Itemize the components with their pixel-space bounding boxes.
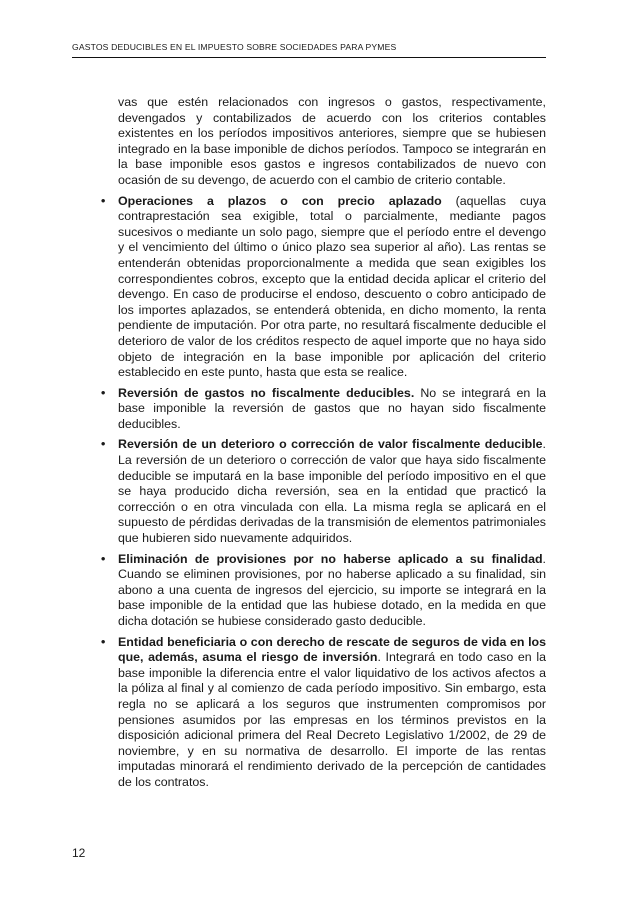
item-text: . Integrará en todo caso en la base imponible la diferencia entre el valor liquidativo de los activos afectos a la póliza al final y al comienzo de cada período impositivo. Sin embargo, esta regla no se aplicará a los seguros que instrumenten compromisos por pensiones asumidos por las empresas en los términos previstos en la disposición adicional primera del Real Decreto Legislativo 1/2002, de 29 de noviembre, y en su normativa de desarrollo. El importe de las rentas imputadas minorará el rendimiento derivado de la percepción de cantidades de los contratos. xyxy=(118,650,547,789)
bullet-icon: • xyxy=(101,551,106,566)
bullet-icon: • xyxy=(101,437,106,452)
list-item xyxy=(100,437,546,546)
item-text: No se integrará en la base imponible la reversión de gastos que no hayan sido fiscalmente deducibles. xyxy=(118,385,546,431)
bullet-icon: • xyxy=(101,193,106,208)
body-text xyxy=(100,95,546,791)
continuation-paragraph: vas que estén relacionados con ingresos o gastos, respectivamente, devengados y contabilizados de acuerdo con los criterios contables existentes en los períodos impositivos anteriores, siempre que se hubiesen integrado en la base imponible de dichos períodos. Tampoco se integrarán en la base imponible esos gastos e ingresos contabilizados de nuevo con ocasión de su devengo, de acuerdo con el cambio de criterio contable. xyxy=(118,95,546,187)
item-text: (aquellas cuya contraprestación sea exigible, total o parcialmente, mediante pagos sucesivos o mediante un solo pago, siempre que el período entre el devengo y el vencimiento del último o único plazo sea superior al año). Las rentas se entenderán obtenidas proporcionalmente a medida que sean exigibles los correspondientes cobros, excepto que la entidad decida aplicar el criterio del devengo. En caso de producirse el endoso, descuento o cobro anticipado de los importes aplazados, se entenderá obtenida, en dicho momento, la renta pendiente de imputación. Por otra parte, no resultará fiscalmente deducible el deterioro de valor de los créditos respecto de aquel importe que no haya sido objeto de integración en la base imponible por aplicación del criterio establecido en este punto, hasta que esta se realice. xyxy=(118,193,546,380)
list-item xyxy=(100,386,546,433)
item-title: Reversión de gastos no fiscalmente deducibles. xyxy=(118,385,415,400)
item-text: . Cuando se eliminen provisiones, por no haberse aplicado a su finalidad, sin abono a una cuenta de ingresos del ejercicio, su importe se integrará en la base imponible de la entidad que las hubiese dotado, en la medida en que dicha dotación se hubiese considerado gasto deducible. xyxy=(118,551,546,628)
running-header: GASTOS DEDUCIBLES EN EL IMPUESTO SOBRE SOCIEDADES PARA PYMES xyxy=(72,42,546,58)
list-item xyxy=(100,552,546,630)
bullet-icon: • xyxy=(101,385,106,400)
page-number: 12 xyxy=(72,846,86,860)
item-title: Entidad beneficiaria o con derecho de rescate de seguros de vida en los que, además, asuma el riesgo de inversión xyxy=(118,634,546,665)
bullet-icon: • xyxy=(101,634,106,649)
list-item xyxy=(100,194,546,381)
item-title: Reversión de un deterioro o corrección de valor fiscalmente deducible xyxy=(118,437,543,452)
list-item xyxy=(100,635,546,791)
item-text: . La reversión de un deterioro o corrección de valor que haya sido fiscalmente deducible se imputará en la base imponible del período impositivo en el que se haya producido dicha reversión, sea en la entidad que practicó la corrección o en otra vinculada con ella. La misma regla se aplicará en el supuesto de pérdidas derivadas de la transmisión de elementos patrimoniales que hubieren sido nuevamente adquiridos. xyxy=(118,437,546,546)
item-title: Eliminación de provisiones por no haberse aplicado a su finalidad xyxy=(118,551,543,566)
item-title: Operaciones a plazos o con precio aplazado xyxy=(118,193,442,208)
bullet-list xyxy=(100,194,546,791)
